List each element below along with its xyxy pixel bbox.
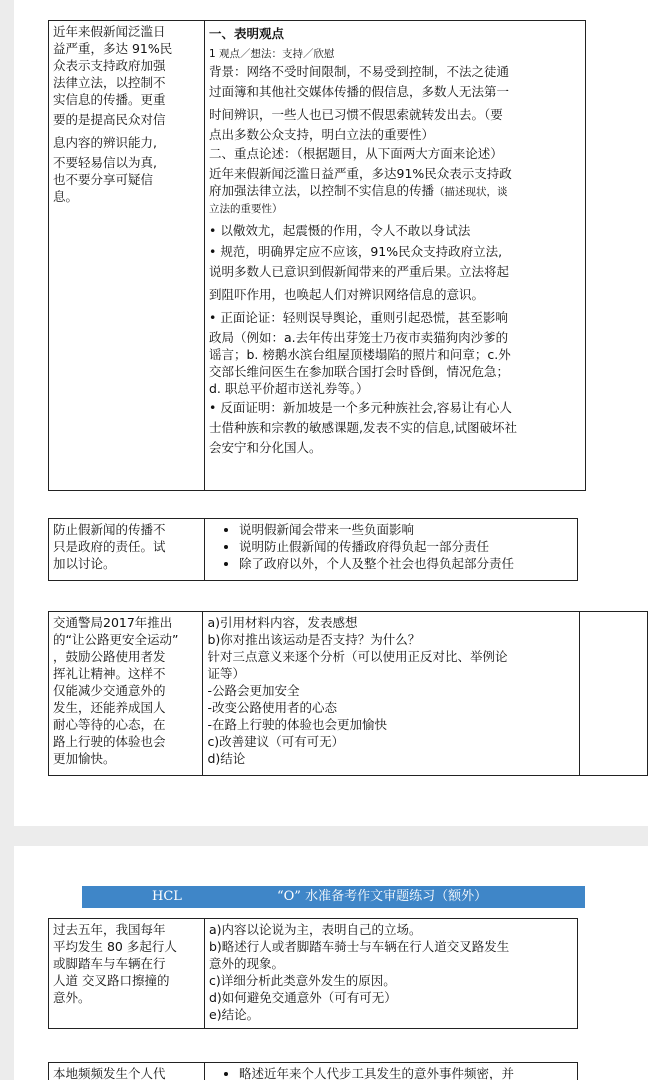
page-header-bar xyxy=(82,886,585,908)
answer-outline-cell: a)引用材料内容，发表感想 b)你对推出该运动是否支持？为什么？ 针对三点意义来逐个分析（可以使用正反对比、举例论 证等） -公路会更加安全 -改变公路使用者的心态 -在路上行驶的体验也会更加愉快 c)改善建议（可有可无） d)结论 xyxy=(203,612,579,776)
list-item: • 说明假新闻会带来一些负面影响 xyxy=(239,521,573,538)
document-page-1 xyxy=(14,0,648,826)
answer-outline-cell xyxy=(205,519,578,581)
question-cell: 本地频频发生个人代 xyxy=(49,1063,205,1080)
header-label: HCL xyxy=(152,889,182,904)
essay-table-road-safety xyxy=(48,611,648,776)
list-item: • 除了政府以外，个人及整个社会也得负起部分责任 xyxy=(239,555,573,572)
essay-table-fake-news xyxy=(48,20,586,491)
list-item: • 说明防止假新闻的传播政府得负起一部分责任 xyxy=(239,538,573,555)
answer-outline-cell: 一、表明观点 1 观点／想法：支持／欣慰 背景：网络不受时间限制，不易受到控制，不法之徒通 过面簿和其他社交媒体传播的假信息，多数人无法第一 时间辨识，一些人也已习惯不假思索就转发出去。（要 点出多数公众支持，明白立法的重要性） 二、重点论述：（根据题目，从下面两大方面来论述） 近年来假新闻泛滥日益严重，多达91%民众表示支持政 府加强法律立法，以控制不实信息的传播（描述现状，谈 立法的重要性） • 以儆效尤，起震慑的作用，令人不敢以身试法 • 规范，明确界定应不应该，91%民众支持政府立法, 说明多数人已意识到假新闻带来的严重后果。立法将起 到阻吓作用，也唤起人们对辨识网络信息的意识。 • 正面论证：轻则误导舆论，重则引起恐慌，甚至影响 政局（例如：a.去年传出芽笼士乃夜市卖猫狗肉沙爹的 谣言；b. 榜鹅水滨台组屋顶楼塌陷的照片和问章；c.外 交部长维问医生在参加联合国打会时昏倒，情况危急； d. 职总平价超市送礼券等。） • 反面证明：新加坡是一个多元种族社会,容易让有心人 士借种族和宗教的敏感课题,发表不实的信息,试图破坏社 会安宁和分化国人。 xyxy=(205,21,586,491)
question-cell: 交通警局2017年推出 的“让公路更安全运动” ，鼓励公路使用者发 挥礼让精神。这样不 仅能减少交通意外的 发生，还能养成国人 耐心等待的心态，在 路上行驶的体验也会 更加愉快。 xyxy=(49,612,203,776)
document-page-2 xyxy=(14,846,648,1080)
answer-outline-cell xyxy=(205,1063,578,1080)
list-item: • 略述近年来个人代步工具发生的意外事件频密，并 xyxy=(239,1065,573,1080)
empty-cell xyxy=(579,612,647,776)
essay-table-pedestrian-accidents xyxy=(48,918,578,1029)
answer-outline-cell: a)内容以论说为主，表明自己的立场。 b)略述行人或者脚踏车骑士与车辆在行人道交叉路发生 意外的现象。 c)详细分析此类意外发生的原因。 d)如何避免交通意外（可有可无） e)结论。 xyxy=(205,919,578,1029)
essay-table-responsibility xyxy=(48,518,578,581)
question-cell: 防止假新闻的传播不 只是政府的责任。试 加以讨论。 xyxy=(49,519,205,581)
heading-viewpoint: 一、表明观点 xyxy=(209,26,285,41)
essay-table-pmd-accidents xyxy=(48,1062,578,1080)
heading-arguments: 二、重点论述：（根据题目，从下面两大方面来论述） xyxy=(209,146,503,161)
bullet-deterrence: • 以儆效尤，起震慑的作用，令人不敢以身试法 xyxy=(209,223,471,238)
question-cell: 近年来假新闻泛滥日 益严重，多达 91%民 众表示支持政府加强 法律立法，以控制不 实信息的传播。更重 要的是提高民众对信 息内容的辨识能力, 不要轻易信以为真, 也不要分享可疑信 息。 xyxy=(49,21,205,491)
question-cell: 过去五年，我国每年 平均发生 80 多起行人 或脚踏车与车辆在行 人道 交叉路口擦撞的 意外。 xyxy=(49,919,205,1029)
header-title: “O” 水准备考作文审题练习（额外） xyxy=(277,889,488,904)
